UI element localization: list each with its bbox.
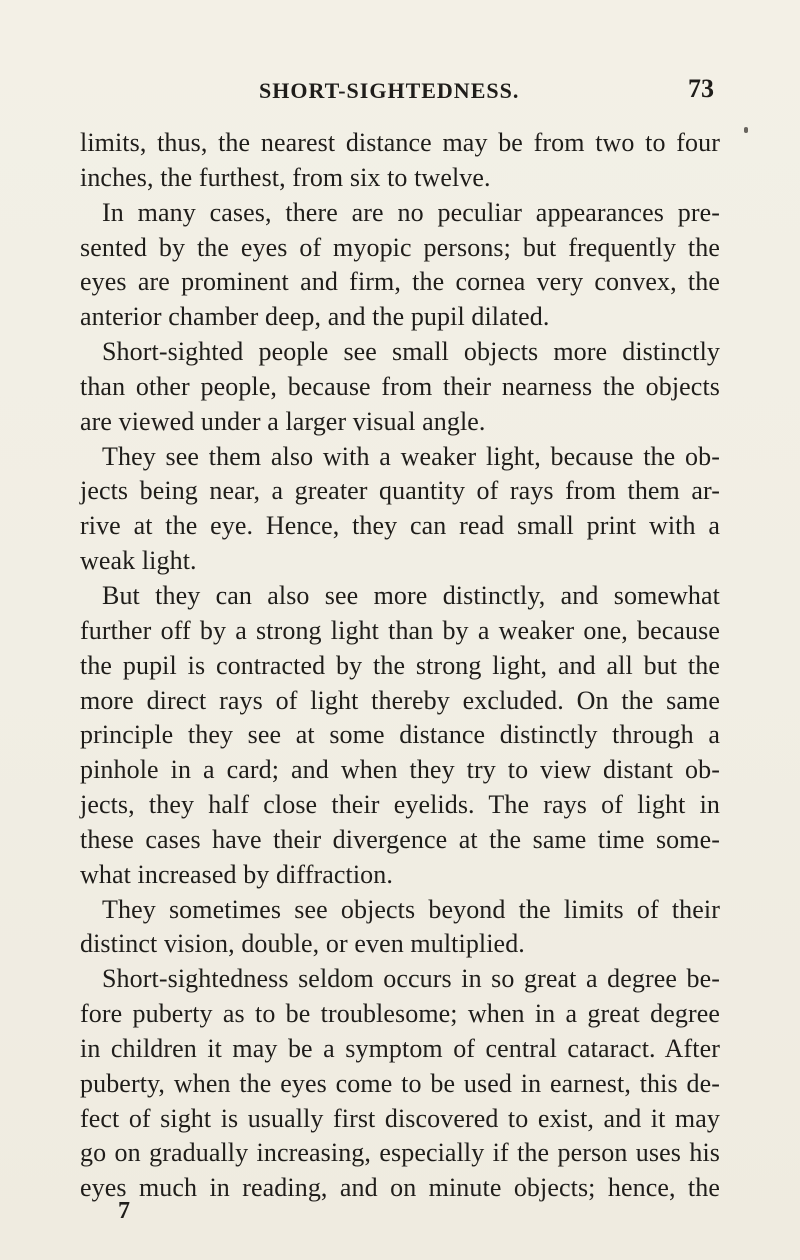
text-line: jects, they half close their eyelids. The rays of light in <box>80 790 720 820</box>
text-line: They sometimes see objects beyond the limits of their <box>102 894 720 924</box>
text-line: weak light. <box>80 546 197 576</box>
text-line: further off by a strong light than by a weaker one, because <box>80 615 720 645</box>
text-line: principle they see at some distance distinctly through a <box>80 720 720 750</box>
signature-mark: 7 <box>118 1198 130 1224</box>
running-title: SHORT-SIGHTEDNESS. <box>259 78 520 103</box>
text-line: In many cases, there are no peculiar appearances pre- <box>102 197 720 227</box>
running-head <box>259 74 714 108</box>
text-line: what increased by diffraction. <box>80 859 393 889</box>
text-line: pinhole in a card; and when they try to view distant ob- <box>80 755 720 785</box>
text-line: eyes are prominent and firm, the cornea very convex, the <box>80 267 720 297</box>
text-line: more direct rays of light thereby excluded. On the same <box>80 685 720 715</box>
text-line: are viewed under a larger visual angle. <box>80 406 486 436</box>
text-line: anterior chamber deep, and the pupil dilated. <box>80 302 550 332</box>
text-line: Short-sighted people see small objects more distinctly <box>102 337 720 367</box>
text-line: rive at the eye. Hence, they can read small print with a <box>80 511 720 541</box>
margin-mark <box>744 127 748 133</box>
text-line: distinct vision, double, or even multiplied. <box>80 929 525 959</box>
text-line: fect of sight is usually first discovered to exist, and it may <box>80 1103 720 1133</box>
text-line: these cases have their divergence at the same time some- <box>80 824 720 854</box>
text-line: sented by the eyes of myopic persons; but frequently the <box>80 232 720 262</box>
text-line: They see them also with a weaker light, because the ob- <box>102 441 720 471</box>
page-number: 73 <box>688 74 714 103</box>
text-line: puberty, when the eyes come to be used in earnest, this de- <box>80 1068 720 1098</box>
text-line: eyes much in reading, and on minute objects; hence, the <box>80 1173 720 1203</box>
text-line: limits, thus, the nearest distance may be from two to four <box>80 128 720 157</box>
text-line: Short-sightedness seldom occurs in so great a degree be- <box>102 964 720 994</box>
body-text <box>80 126 720 1206</box>
text-line: fore puberty as to be troublesome; when in a great degree <box>80 999 720 1029</box>
text-line: than other people, because from their nearness the objects <box>80 371 720 401</box>
text-line: inches, the furthest, from six to twelve. <box>80 162 491 192</box>
text-line: in children it may be a symptom of central cataract. After <box>80 1033 720 1063</box>
text-line: jects being near, a greater quantity of rays from them ar- <box>80 476 720 506</box>
text-line: the pupil is contracted by the strong light, and all but the <box>80 650 720 680</box>
text-line: go on gradually increasing, especially if the person uses his <box>80 1138 720 1168</box>
text-line: But they can also see more distinctly, and somewhat <box>102 580 720 610</box>
